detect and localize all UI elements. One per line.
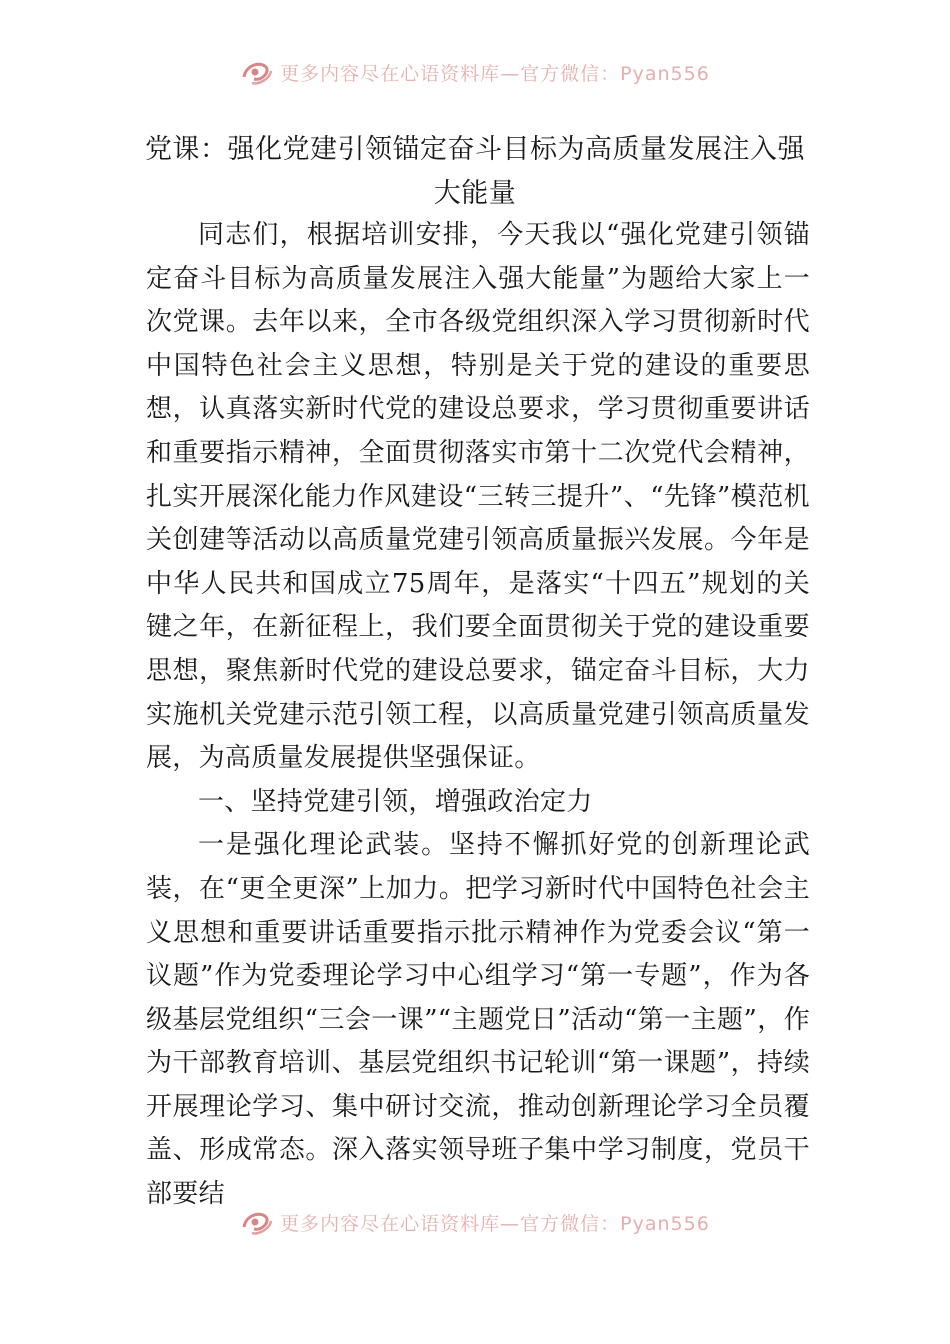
document-title: 党课：强化党建引领锚定奋斗目标为高质量发展注入强大能量: [145, 134, 805, 209]
swirl-logo-icon: [240, 57, 274, 87]
document-body: [146, 214, 810, 1217]
watermark-text: 更多内容尽在心语资料库—官方微信：Pyan556: [280, 1212, 710, 1235]
watermark-text: 更多内容尽在心语资料库—官方微信：Pyan556: [280, 62, 710, 85]
section-heading: 一、坚持党建引领，增强政治定力: [198, 786, 593, 817]
watermark-banner-top: [0, 52, 950, 92]
body-paragraph: 一是强化理论武装。坚持不懈抓好党的创新理论武装，在“更全更深”上加力。把学习新时代中国特色社会主义思想和重要讲话重要指示批示精神作为党委会议“第一议题”作为党委理论学习中心组学习“第一专题”，作为各级基层党组织“三会一课”“主题党日”活动“第一主题”，作为干部教育培训、基层党组织书记轮训“第一课题”，持续开展理论学习、集中研讨交流，推动创新理论学习全员覆盖、形成常态。深入落实领导班子集中学习制度，党员干部要结: [146, 830, 810, 1210]
intro-paragraph: 同志们，根据培训安排，今天我以“强化党建引领锚定奋斗目标为高质量发展注入强大能量”为题给大家上一次党课。去年以来，全市各级党组织深入学习贯彻新时代中国特色社会主义思想，特别是关于党的建设的重要思想，认真落实新时代党的建设总要求，学习贯彻重要讲话和重要指示精神，全面贯彻落实市第十二次党代会精神，扎实开展深化能力作风建设“三转三提升”、“先锋”模范机关创建等活动以高质量党建引领高质量振兴发展。今年是中华人民共和国成立75周年，是落实“十四五”规划的关键之年，在新征程上，我们要全面贯彻关于党的建设重要思想，聚焦新时代党的建设总要求，锚定奋斗目标，大力实施机关党建示范引领工程，以高质量党建引领高质量发展，为高质量发展提供坚强保证。: [146, 220, 810, 774]
swirl-logo-icon: [240, 1207, 274, 1237]
watermark-banner-bottom: [0, 1202, 950, 1242]
